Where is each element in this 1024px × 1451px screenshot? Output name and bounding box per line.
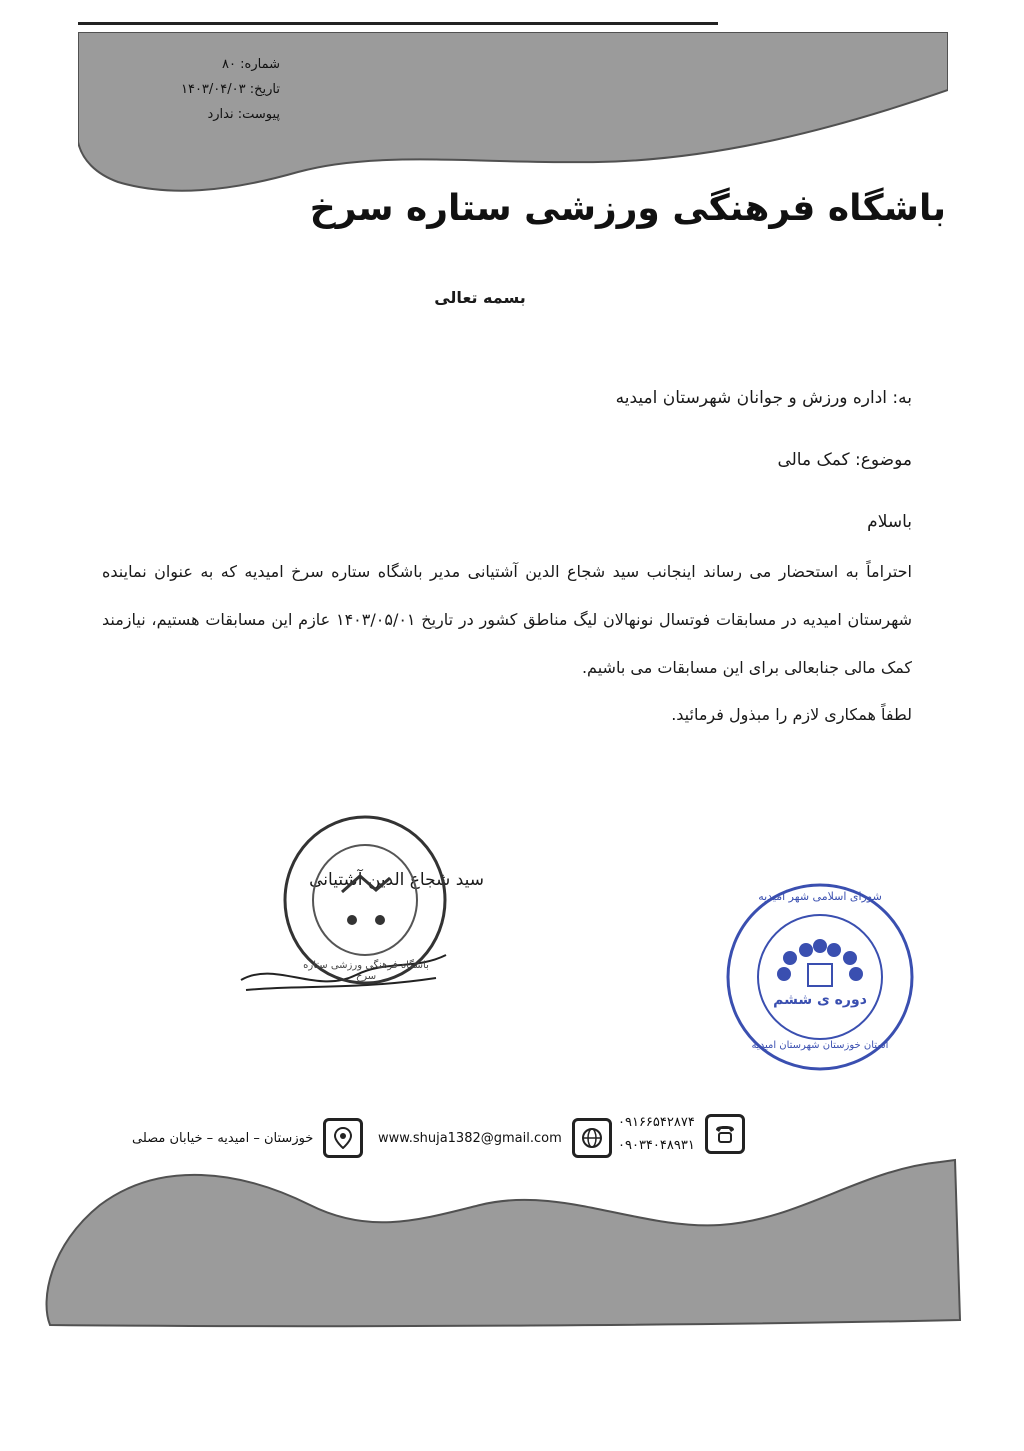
club-stamp-text: باشگاه فرهنگی ورزشی ستاره سرخ [303, 960, 429, 982]
phone-2: ۰۹۰۳۴۰۴۸۹۳۱ [618, 1138, 695, 1153]
subject: موضوع: کمک مالی [777, 450, 912, 470]
council-stamp-text: شورای اسلامی شهر امیدیه [758, 890, 882, 903]
greeting: باسلام [867, 512, 912, 532]
address-text: خوزستان – امیدیه – خیابان مصلی [132, 1130, 314, 1146]
bismillah: بسمه تعالی [434, 288, 526, 307]
letter-number: شماره: ۸۰ [222, 57, 280, 72]
letter-date: تاریخ: ۱۴۰۳/۰۴/۰۳ [180, 82, 280, 97]
footer-phones [618, 1114, 745, 1154]
phone-1: ۰۹۱۶۶۵۴۲۸۷۴ [618, 1115, 695, 1130]
org-title: باشگاه فرهنگی ورزشی ستاره سرخ [309, 188, 946, 229]
letter-meta [100, 52, 280, 127]
letter-attachment: پیوست: ندارد [207, 107, 280, 122]
recipient: به: اداره ورزش و جوانان شهرستان امیدیه [615, 388, 912, 408]
top-rule [78, 22, 718, 25]
closing-line: لطفاً همکاری لازم را مبذول فرمائید. [671, 705, 912, 724]
telephone-icon [705, 1114, 745, 1154]
signer-name: سید شجاع الدین آشتیانی [309, 870, 484, 890]
letter-body: احتراماً به استحضار می رساند اینجانب سید شجاع الدین آشتیانی مدیر باشگاه ستاره سرخ امیدیه که به عنوان نماینده شهرستان امیدیه در مسابقات فوتسال نونهالان لیگ مناطق کشور در تاریخ ۱۴۰۳/۰۵/۰۱ عازم این مسابقات هستیم، نیازمند کمک مالی جنابعالی برای این مسابقات می باشیم. [102, 562, 913, 677]
footer-wave [40, 1150, 970, 1330]
email-text: www.shuja1382@gmail.com [378, 1130, 562, 1146]
council-stamp-period: دوره ی ششم [773, 992, 867, 1008]
council-stamp-province: استان خوزستان شهرستان امیدیه [751, 1040, 889, 1051]
